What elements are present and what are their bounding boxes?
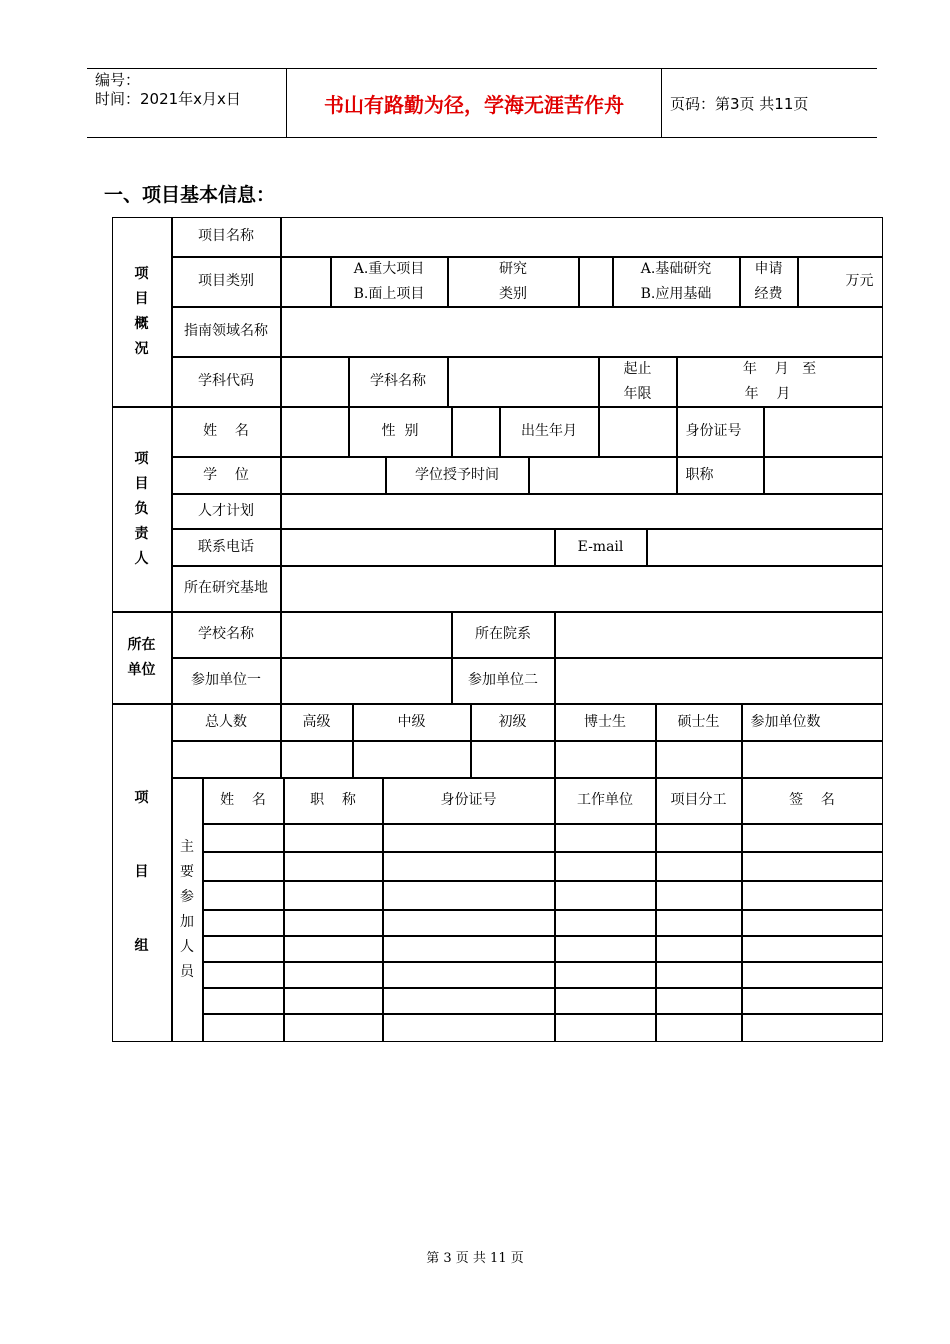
member-id-field[interactable] [383, 936, 555, 962]
member-signature-field[interactable] [742, 962, 883, 988]
leader-id-label: 身份证号 [677, 407, 764, 457]
stats-header-phd: 博士生 [555, 704, 656, 741]
member-role-field[interactable] [656, 1014, 742, 1042]
research-type-options: A.基础研究 B.应用基础 [613, 257, 740, 307]
stats-header-units: 参加单位数 [742, 704, 883, 741]
member-name-field[interactable] [203, 962, 284, 988]
school-name-field[interactable] [281, 612, 452, 658]
member-title-field[interactable] [284, 824, 383, 852]
header-meta [87, 69, 287, 137]
member-name-field[interactable] [203, 824, 284, 852]
member-title-field[interactable] [284, 962, 383, 988]
stats-value-phd[interactable] [555, 741, 656, 778]
stats-value-junior[interactable] [471, 741, 555, 778]
member-id-field[interactable] [383, 910, 555, 936]
header-time: 时间：2021年x月x日 [95, 90, 241, 108]
stats-header-middle: 中级 [353, 704, 471, 741]
leader-degree-time-field[interactable] [529, 457, 677, 494]
member-signature-field[interactable] [742, 988, 883, 1014]
member-role-field[interactable] [656, 824, 742, 852]
partner-unit-2-field[interactable] [555, 658, 883, 704]
leader-group-label: 项 目 负 责 人 [112, 407, 172, 612]
member-header-workplace: 工作单位 [555, 778, 656, 824]
member-role-field[interactable] [656, 962, 742, 988]
leader-birth-field[interactable] [599, 407, 677, 457]
partner-unit-2-label: 参加单位二 [452, 658, 555, 704]
leader-title-label: 职称 [677, 457, 764, 494]
department-label: 所在院系 [452, 612, 555, 658]
overview-group-label: 项 目 概 况 [112, 217, 172, 407]
project-name-label: 项目名称 [172, 217, 281, 257]
school-name-label: 学校名称 [172, 612, 281, 658]
stats-value-units[interactable] [742, 741, 883, 778]
subject-name-field[interactable] [448, 357, 599, 407]
member-title-field[interactable] [284, 988, 383, 1014]
header-number: 编号： [95, 71, 141, 89]
member-workplace-field[interactable] [555, 824, 656, 852]
subject-code-field[interactable] [281, 357, 349, 407]
member-role-field[interactable] [656, 910, 742, 936]
member-signature-field[interactable] [742, 936, 883, 962]
stats-header-senior: 高级 [281, 704, 353, 741]
stats-value-middle[interactable] [353, 741, 471, 778]
project-type-label: 项目类别 [172, 257, 281, 307]
member-header-signature: 签 名 [742, 778, 883, 824]
member-role-field[interactable] [656, 881, 742, 910]
department-field[interactable] [555, 612, 883, 658]
member-title-field[interactable] [284, 852, 383, 881]
page-footer: 第 3 页 共 11 页 [426, 1251, 524, 1266]
member-id-field[interactable] [383, 988, 555, 1014]
fund-label: 申请 经费 [740, 257, 798, 307]
section-title: 一、项目基本信息： [104, 184, 276, 206]
stats-header-total: 总人数 [172, 704, 281, 741]
header-motto: 书山有路勤为径，学海无涯苦作舟 [287, 69, 662, 137]
partner-unit-1-label: 参加单位一 [172, 658, 281, 704]
leader-title-field[interactable] [764, 457, 883, 494]
member-name-field[interactable] [203, 1014, 284, 1042]
partner-unit-1-field[interactable] [281, 658, 452, 704]
member-id-field[interactable] [383, 1014, 555, 1042]
unit-group-label: 所在 单位 [112, 612, 172, 704]
member-workplace-field[interactable] [555, 852, 656, 881]
member-role-field[interactable] [656, 936, 742, 962]
member-id-field[interactable] [383, 824, 555, 852]
member-title-field[interactable] [284, 881, 383, 910]
talent-plan-field[interactable] [281, 494, 883, 529]
research-type-field[interactable] [579, 257, 613, 307]
talent-plan-label: 人才计划 [172, 494, 281, 529]
member-workplace-field[interactable] [555, 1014, 656, 1042]
member-name-field[interactable] [203, 936, 284, 962]
member-name-field[interactable] [203, 910, 284, 936]
guide-field-input[interactable] [281, 307, 883, 357]
member-id-field[interactable] [383, 962, 555, 988]
leader-id-field[interactable] [764, 407, 883, 457]
leader-name-field[interactable] [281, 407, 349, 457]
project-name-field[interactable] [281, 217, 883, 257]
member-signature-field[interactable] [742, 824, 883, 852]
leader-gender-field[interactable] [452, 407, 500, 457]
member-id-field[interactable] [383, 881, 555, 910]
subject-name-label: 学科名称 [349, 357, 448, 407]
member-role-field[interactable] [656, 988, 742, 1014]
member-signature-field[interactable] [742, 852, 883, 881]
research-type-label: 研究 类别 [448, 257, 579, 307]
member-workplace-field[interactable] [555, 962, 656, 988]
fund-field[interactable]: 万元 [798, 257, 883, 307]
period-label: 起止 年限 [599, 357, 677, 407]
phone-label: 联系电话 [172, 529, 281, 566]
member-workplace-field[interactable] [555, 936, 656, 962]
stats-value-senior[interactable] [281, 741, 353, 778]
project-type-field[interactable] [281, 257, 331, 307]
guide-field-label: 指南领域名称 [172, 307, 281, 357]
member-title-field[interactable] [284, 936, 383, 962]
leader-degree-field[interactable] [281, 457, 386, 494]
research-base-field[interactable] [281, 566, 883, 612]
member-signature-field[interactable] [742, 910, 883, 936]
subject-code-label: 学科代码 [172, 357, 281, 407]
period-field[interactable]: 年 月 至 年 月 [677, 357, 883, 407]
member-workplace-field[interactable] [555, 881, 656, 910]
member-role-field[interactable] [656, 852, 742, 881]
stats-value-master[interactable] [656, 741, 742, 778]
member-title-field[interactable] [284, 910, 383, 936]
leader-name-label: 姓 名 [172, 407, 281, 457]
member-workplace-field[interactable] [555, 910, 656, 936]
member-title-field[interactable] [284, 1014, 383, 1042]
stats-header-master: 硕士生 [656, 704, 742, 741]
research-base-label: 所在研究基地 [172, 566, 281, 612]
project-type-options: A.重大项目 B.面上项目 [331, 257, 448, 307]
member-header-role: 项目分工 [656, 778, 742, 824]
phone-field[interactable] [281, 529, 555, 566]
email-field[interactable] [647, 529, 883, 566]
member-name-field[interactable] [203, 881, 284, 910]
leader-birth-label: 出生年月 [500, 407, 599, 457]
team-group-label: 项 目 组 [112, 704, 172, 1042]
member-name-field[interactable] [203, 988, 284, 1014]
leader-degree-time-label: 学位授予时间 [386, 457, 529, 494]
member-signature-field[interactable] [742, 881, 883, 910]
member-header-id: 身份证号 [383, 778, 555, 824]
stats-value-total[interactable] [172, 741, 281, 778]
member-name-field[interactable] [203, 852, 284, 881]
member-header-title: 职 称 [284, 778, 383, 824]
member-header-name: 姓 名 [203, 778, 284, 824]
member-workplace-field[interactable] [555, 988, 656, 1014]
member-signature-field[interactable] [742, 1014, 883, 1042]
members-label: 主 要 参 加 人 员 [172, 778, 203, 1042]
page-header [87, 68, 877, 138]
email-label: E-mail [555, 529, 647, 566]
stats-header-junior: 初级 [471, 704, 555, 741]
leader-gender-label: 性 别 [349, 407, 452, 457]
member-id-field[interactable] [383, 852, 555, 881]
leader-degree-label: 学 位 [172, 457, 281, 494]
header-page-info: 页码：第3页 共11页 [670, 94, 809, 113]
